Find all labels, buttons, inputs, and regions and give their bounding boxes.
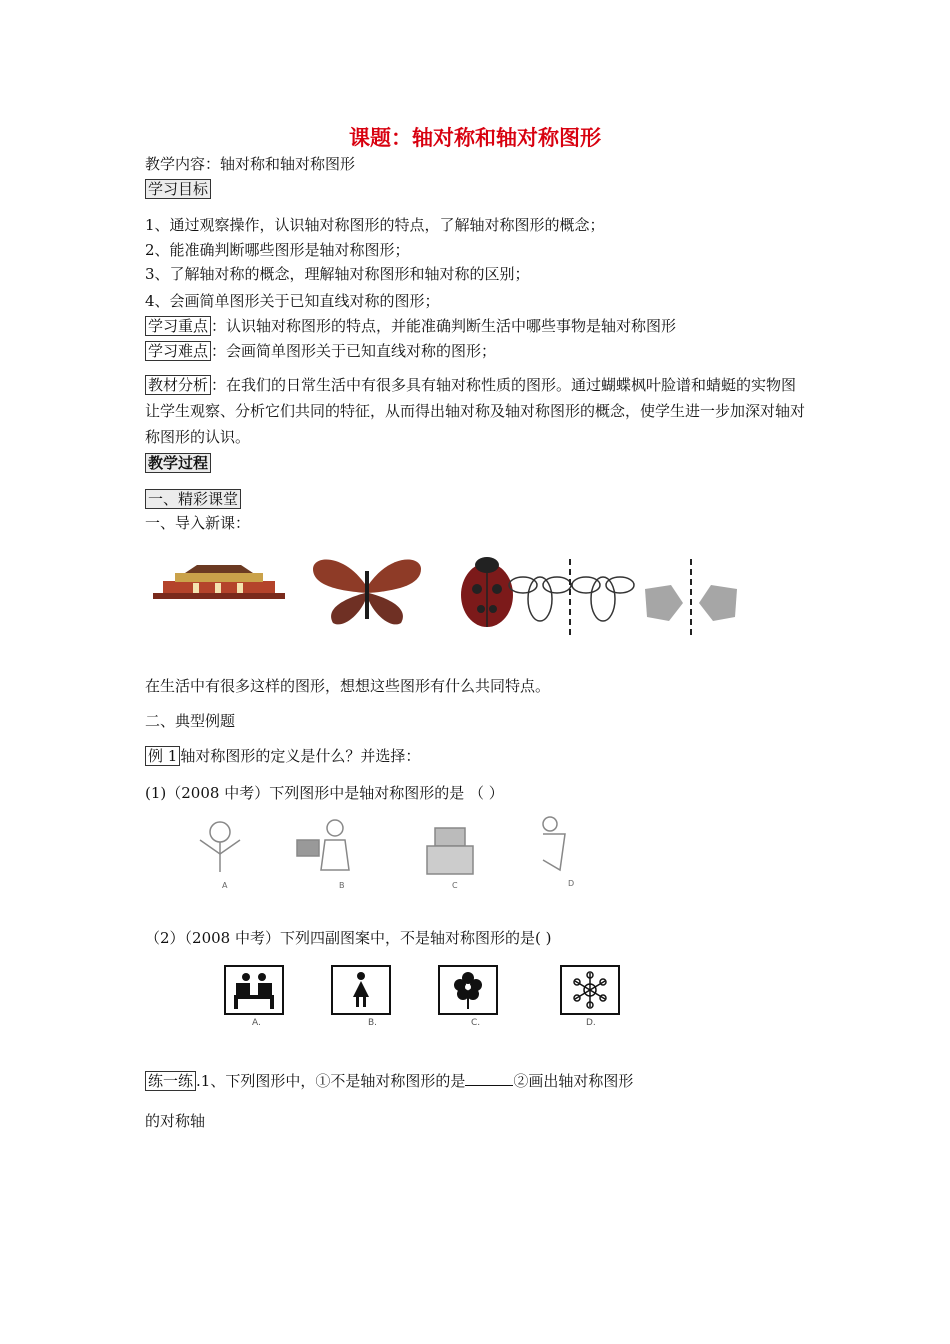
difficulty-label: 学习难点 — [145, 341, 211, 361]
analysis-paragraph — [145, 372, 810, 450]
key-point-label: 学习重点 — [145, 316, 211, 336]
objectives-header: 学习目标 — [145, 179, 211, 199]
practice-label: 练一练 — [145, 1071, 196, 1091]
difficulty — [145, 340, 496, 361]
practice-continuation: 的对称轴 — [145, 1112, 206, 1130]
practice-answer-blank[interactable] — [465, 1071, 513, 1086]
q1-figure-d — [543, 817, 565, 870]
page-title: 课题：轴对称和轴对称图形 — [349, 126, 601, 150]
dragonfly-pair-image — [509, 559, 634, 637]
analysis-label: 教材分析 — [145, 375, 211, 395]
snowflake-icon — [562, 967, 618, 1013]
question-2: （2）（2008 中考）下列四副图案中，不是轴对称图形的是( ) — [145, 929, 552, 947]
q2-option-d: D. — [586, 1018, 596, 1028]
butterfly-image — [313, 559, 421, 624]
q1-figure-b — [297, 820, 349, 870]
ladybug-image — [461, 557, 513, 627]
q2-option-c: C. — [471, 1018, 481, 1028]
practice-text-after: ②画出轴对称图形 — [513, 1072, 634, 1090]
objective-4: 4、会画简单图形关于已知直线对称的图形； — [145, 292, 440, 310]
key-point-text: ：认识轴对称图形的特点，并能准确判断生活中哪些事物是轴对称图形 — [211, 317, 677, 335]
example-1 — [145, 745, 420, 766]
q2-figure-c-box — [438, 965, 498, 1015]
objective-2: 2、能准确判断哪些图形是轴对称图形； — [145, 241, 410, 259]
intro-figures — [145, 545, 755, 645]
q2-figure-d-box — [560, 965, 620, 1015]
q1-option-c: C — [452, 881, 458, 890]
section2-line: 二、典型例题 — [145, 712, 236, 730]
pentagon-pair-image — [645, 559, 737, 637]
q1-figure-a — [200, 822, 240, 872]
practice-line — [145, 1070, 633, 1091]
analysis-text: ：在我们的日常生活中有很多具有轴对称性质的图形。通过蝴蝶枫叶脸谱和蜻蜓的实物图让学生观察、分析它们共同的特征，从而得出轴对称及轴对称图形的概念，使学生进一步加深对轴对称图形的认识。 — [145, 376, 806, 446]
q1-option-b: B — [339, 881, 345, 890]
flower-icon — [440, 967, 496, 1013]
q2-figure-b-box — [331, 965, 391, 1015]
difficulty-text: ：会画简单图形关于已知直线对称的图形； — [211, 342, 497, 360]
question-1: (1)（2008 中考）下列图形中是轴对称图形的是 （ ） — [145, 784, 504, 802]
q1-figures — [145, 810, 615, 890]
q2-option-b: B. — [368, 1018, 378, 1028]
q2-option-a: A. — [252, 1018, 261, 1028]
section1-header: 一、精彩课堂 — [145, 489, 241, 509]
gate-tower-image — [153, 565, 285, 599]
woman-restroom-icon — [333, 967, 389, 1013]
key-point — [145, 315, 676, 336]
content-line: 教学内容：轴对称和轴对称图形 — [145, 155, 356, 173]
practice-text-before: .1、下列图形中，①不是轴对称图形的是 — [196, 1072, 466, 1090]
example-text: 轴对称图形的定义是什么？并选择： — [180, 747, 421, 765]
example-label: 例 1 — [145, 746, 180, 766]
process-header: 教学过程 — [145, 453, 211, 473]
q1-option-d: D — [568, 879, 575, 888]
q2-figure-a-box — [224, 965, 284, 1015]
q1-figure-c — [427, 828, 473, 874]
objective-1: 1、通过观察操作，认识轴对称图形的特点，了解轴对称图形的概念； — [145, 216, 605, 234]
objective-3: 3、了解轴对称的概念，理解轴对称图形和轴对称的区别； — [145, 265, 530, 283]
observe-line: 在生活中有很多这样的图形，想想这些图形有什么共同特点。 — [145, 677, 551, 695]
intro-line: 一、导入新课： — [145, 514, 251, 532]
people-bench-icon — [226, 967, 282, 1013]
q1-option-a: A — [222, 881, 228, 890]
